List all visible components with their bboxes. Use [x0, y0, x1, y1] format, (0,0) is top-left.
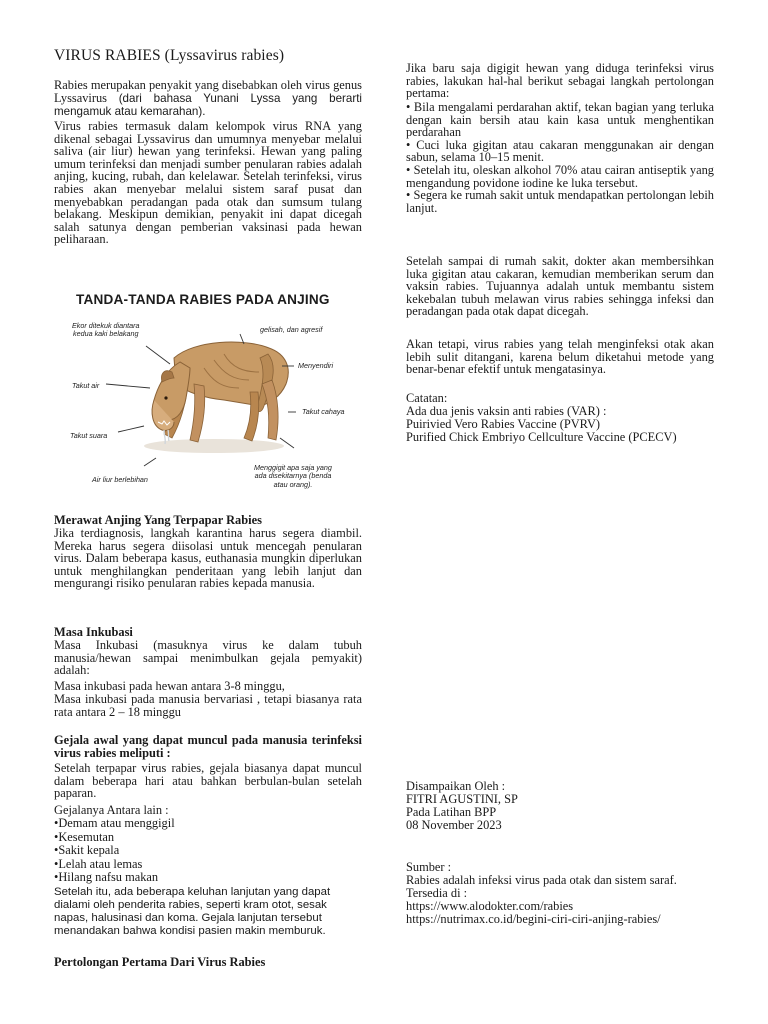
notes-heading: Catatan:: [406, 391, 448, 405]
first-aid-intro: Jika baru saja digigit hewan yang diduga terinfeksi virus rabies, lakukan hal-hal berikut sebagai langkah pertolongan pertama:: [406, 61, 714, 101]
symptom-item: •Hilang nafsu makan: [54, 870, 159, 885]
symptoms-intro: Setelah terpapar virus rabies, gejala biasanya dapat muncul dalam beberapa hari atau bahkan berbulan-bulan setelah paparan.: [54, 761, 362, 801]
first-aid-step: • Setelah itu, oleskan alkohol 70% atau cairan antiseptik yang mengandung povidone iodine ke luka tersebut.: [406, 162, 714, 190]
intro-etymology: (dari bahasa Yunani Lyssa yang berarti mengamuk atau kemarahan).: [54, 91, 362, 119]
care-heading: Merawat Anjing Yang Terpapar Rabies: [54, 513, 262, 527]
label-alone: Menyendiri: [298, 361, 334, 370]
care-body: Jika terdiagnosis, langkah karantina harus segera diambil. Mereka harus segera diisolasi untuk mencegah penularan virus. Dalam beberapa kasus, euthanasia mungkin diperlukan untuk menghilangkan penderitaan yang lebih lanjut dan mengurangi risiko penularan rabies kepada manusia.: [54, 526, 362, 591]
presenter-label: Disampaikan Oleh :: [406, 779, 506, 793]
label-tail: Ekor ditekuk diantara kedua kaki belakang: [72, 321, 140, 339]
source-link[interactable]: https://www.alodokter.com/rabies: [406, 899, 574, 913]
source-link[interactable]: https://nutrimax.co.id/begini-ciri-ciri-anjing-rabies/: [406, 912, 661, 926]
intro-paragraph: [54, 79, 362, 119]
figure-title: TANDA-TANDA RABIES PADA ANJING: [76, 292, 330, 307]
incubation-heading: Masa Inkubasi: [54, 625, 133, 639]
sources-label: Sumber :: [406, 860, 452, 874]
intro-description: Virus rabies termasuk dalam kelompok virus RNA yang dikenal sebagai Lyssavirus dan umumnya menyebar melalui saliva (air liur) hewan yang terinfeksi. Hewan yang paling umum terinfeksi dan menjadi sumber penularan rabies adalah anjing, kucing, rubah, dan kelelawar. Setelah terinfeksi, virus rabies akan menyebar melalui sistem saraf pusat dan menyebabkan peradangan pada otak dan sumsum tulang belakang. Meskipun demikian, penyakit ini dapat dicegah salah satunya dengan pemberian vaksinasi pada hewan peliharaan.: [54, 119, 362, 247]
first-aid-heading: Pertolongan Pertama Dari Virus Rabies: [54, 955, 266, 969]
label-bite: Menggigit apa saja yang ada disekitarnya (benda atau orang).: [254, 463, 332, 489]
presenter-name: FITRI AGUSTINI, SP: [406, 792, 518, 806]
rabies-signs-figure: [54, 288, 362, 498]
label-sound: Takut suara: [70, 431, 108, 440]
sources-description: Rabies adalah infeksi virus pada otak dan sistem saraf.: [406, 873, 677, 887]
hospital-paragraph: Setelah sampai di rumah sakit, dokter akan membersihkan luka gigitan atau cakaran, kemudian memberikan serum dan vaksin rabies. Tujuannya adalah untuk membantu sistem kekebalan tubuh melawan virus rabies sehingga infeksi dan peradangan pada otak dapat dicegah.: [406, 254, 714, 319]
first-aid-step: • Bila mengalami perdarahan aktif, tekan bagian yang terluka dengan kain bersih atau kain kasa untuk menghentikan perdarahan: [406, 100, 714, 140]
intro-text: Rabies merupakan penyakit yang disebabkan oleh virus genus Lyssavirus: [54, 78, 362, 105]
symptoms-followup: Setelah itu, ada beberapa keluhan lanjutan yang dapat dialami oleh penderita rabies, seperti kram otot, sesak napas, halusinasi dan koma. Gejala lanjutan tersebut menandakan bahwa kondisi pasien makin memburuk.: [54, 886, 331, 937]
symptoms-list: [54, 817, 175, 884]
symptom-item: •Lelah atau lemas: [54, 856, 143, 871]
symptoms-list-heading: Gejalanya Antara lain :: [54, 803, 169, 817]
document-title: VIRUS RABIES (Lyssavirus rabies): [54, 47, 285, 64]
incubation-human: Masa inkubasi pada manusia bervariasi , tetapi biasanya rata rata antara 2 – 18 minggu: [54, 692, 362, 719]
label-restless: gelisah, dan agresif: [260, 325, 323, 334]
first-aid-step: • Segera ke rumah sakit untuk mendapatkan pertolongan lebih lanjut.: [406, 188, 714, 215]
symptom-item: •Sakit kepala: [54, 843, 120, 858]
symptom-item: •Demam atau menggigil: [54, 816, 175, 830]
presenter-event: Pada Latihan BPP: [406, 805, 497, 819]
presenter-date: 08 November 2023: [406, 818, 502, 832]
first-aid-step: • Cuci luka gigitan atau cakaran menggunakan air dengan sabun, selama 10–15 menit.: [406, 137, 714, 165]
incubation-body: Masa Inkubasi (masuknya virus ke dalam tubuh manusia/hewan sampai menimbulkan gejala pemyakit) adalah:: [54, 638, 362, 678]
label-saliva: Air liur berlebihan: [92, 475, 148, 484]
first-aid-steps: [406, 101, 714, 214]
label-water: Takut air: [72, 381, 100, 390]
symptoms-heading: Gejala awal yang dapat muncul pada manusia terinfeksi virus rabies meliputi :: [54, 733, 362, 760]
notes-line: Puirivied Vero Rabies Vaccine (PVRV): [406, 417, 601, 431]
sources-available: Tersedia di :: [406, 886, 468, 900]
symptom-item: •Kesemutan: [54, 829, 115, 844]
notes-line: Ada dua jenis vaksin anti rabies (VAR) :: [406, 404, 607, 418]
notes-line: Purified Chick Embriyo Cellculture Vaccine (PCECV): [406, 430, 677, 444]
incubation-animal: Masa inkubasi pada hewan antara 3-8 minggu,: [54, 679, 285, 693]
label-light: Takut cahaya: [302, 407, 345, 416]
warning-paragraph: Akan tetapi, virus rabies yang telah menginfeksi otak akan lebih sulit ditangani, karena belum diketahui metode yang benar-benar efektif untuk mengatasinya.: [406, 337, 714, 377]
